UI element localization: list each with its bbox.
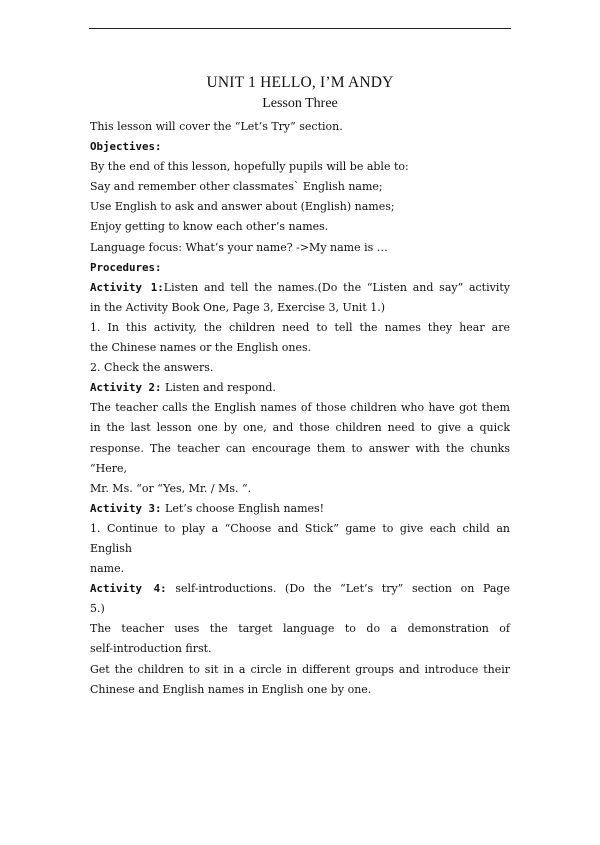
activity2-para-line: Mr. Ms. “or “Yes, Mr. / Ms. “. bbox=[90, 481, 252, 495]
activity4-title: self-introductions. (Do the “Let’s try” section on Page bbox=[166, 582, 510, 596]
unit-title: UNIT 1 HELLO, I’M ANDY bbox=[206, 74, 394, 91]
activity2-para-line: in the last lesson one by one, and those children need to give a quick bbox=[90, 421, 510, 435]
activity4-para-line: The teacher uses the target language to do a demonstration of bbox=[90, 622, 510, 636]
objectives-heading: Objectives: bbox=[90, 140, 162, 154]
activity3-title: Let’s choose English names! bbox=[161, 501, 325, 515]
activity4-heading: Activity 4: bbox=[90, 582, 167, 596]
intro-line: This lesson will cover the “Let’s Try” section. bbox=[90, 120, 343, 133]
activity1-line1 bbox=[90, 278, 510, 298]
objective-item: Say and remember other classmates` English name; bbox=[90, 180, 383, 194]
activity4-line bbox=[90, 579, 510, 599]
activity4-para2-line: Get the children to sit in a circle in different groups and introduce their bbox=[90, 662, 510, 676]
activity2-heading: Activity 2: bbox=[90, 381, 162, 395]
activity4-para-line: self-introduction first. bbox=[90, 642, 212, 656]
procedures-heading: Procedures: bbox=[90, 260, 162, 274]
language-focus: Language focus: What’s your name? ->My name is … bbox=[90, 240, 388, 254]
objective-item: Enjoy getting to know each other’s names. bbox=[90, 220, 329, 234]
activity2-para-line: response. The teacher can encourage them to answer with the chunks “Here, bbox=[90, 441, 510, 475]
activity4-title-line2: 5.) bbox=[90, 602, 105, 616]
activity3-step1-line1: 1. Continue to play a “Choose and Stick” game to give each child an English bbox=[90, 521, 510, 555]
lesson-document bbox=[90, 72, 510, 700]
activity1-heading: Activity 1: bbox=[90, 280, 164, 294]
lesson-subtitle: Lesson Three bbox=[262, 96, 338, 111]
activity3-line bbox=[90, 499, 510, 519]
activity1-step1-line2: the Chinese names or the English ones. bbox=[90, 341, 312, 355]
objective-item: Use English to ask and answer about (English) names; bbox=[90, 200, 395, 214]
activity1-text: Listen and tell the names.(Do the “Listen and say” activity bbox=[163, 280, 510, 294]
header-rule bbox=[89, 28, 511, 29]
activity3-step1-line2: name. bbox=[90, 562, 125, 576]
activity1-step2: 2. Check the answers. bbox=[90, 361, 214, 375]
activity2-title: Listen and respond. bbox=[161, 381, 276, 395]
objectives-lead: By the end of this lesson, hopefully pupils will be able to: bbox=[90, 160, 409, 174]
activity1-line2: in the Activity Book One, Page 3, Exercise 3, Unit 1.) bbox=[90, 300, 386, 314]
activity2-para-line: The teacher calls the English names of those children who have got them bbox=[90, 401, 510, 415]
activity3-heading: Activity 3: bbox=[90, 501, 162, 515]
activity2-line bbox=[90, 378, 510, 398]
activity1-step1-line1: 1. In this activity, the children need to tell the names they hear are bbox=[90, 320, 510, 334]
activity4-para2-line: Chinese and English names in English one by one. bbox=[90, 682, 372, 696]
